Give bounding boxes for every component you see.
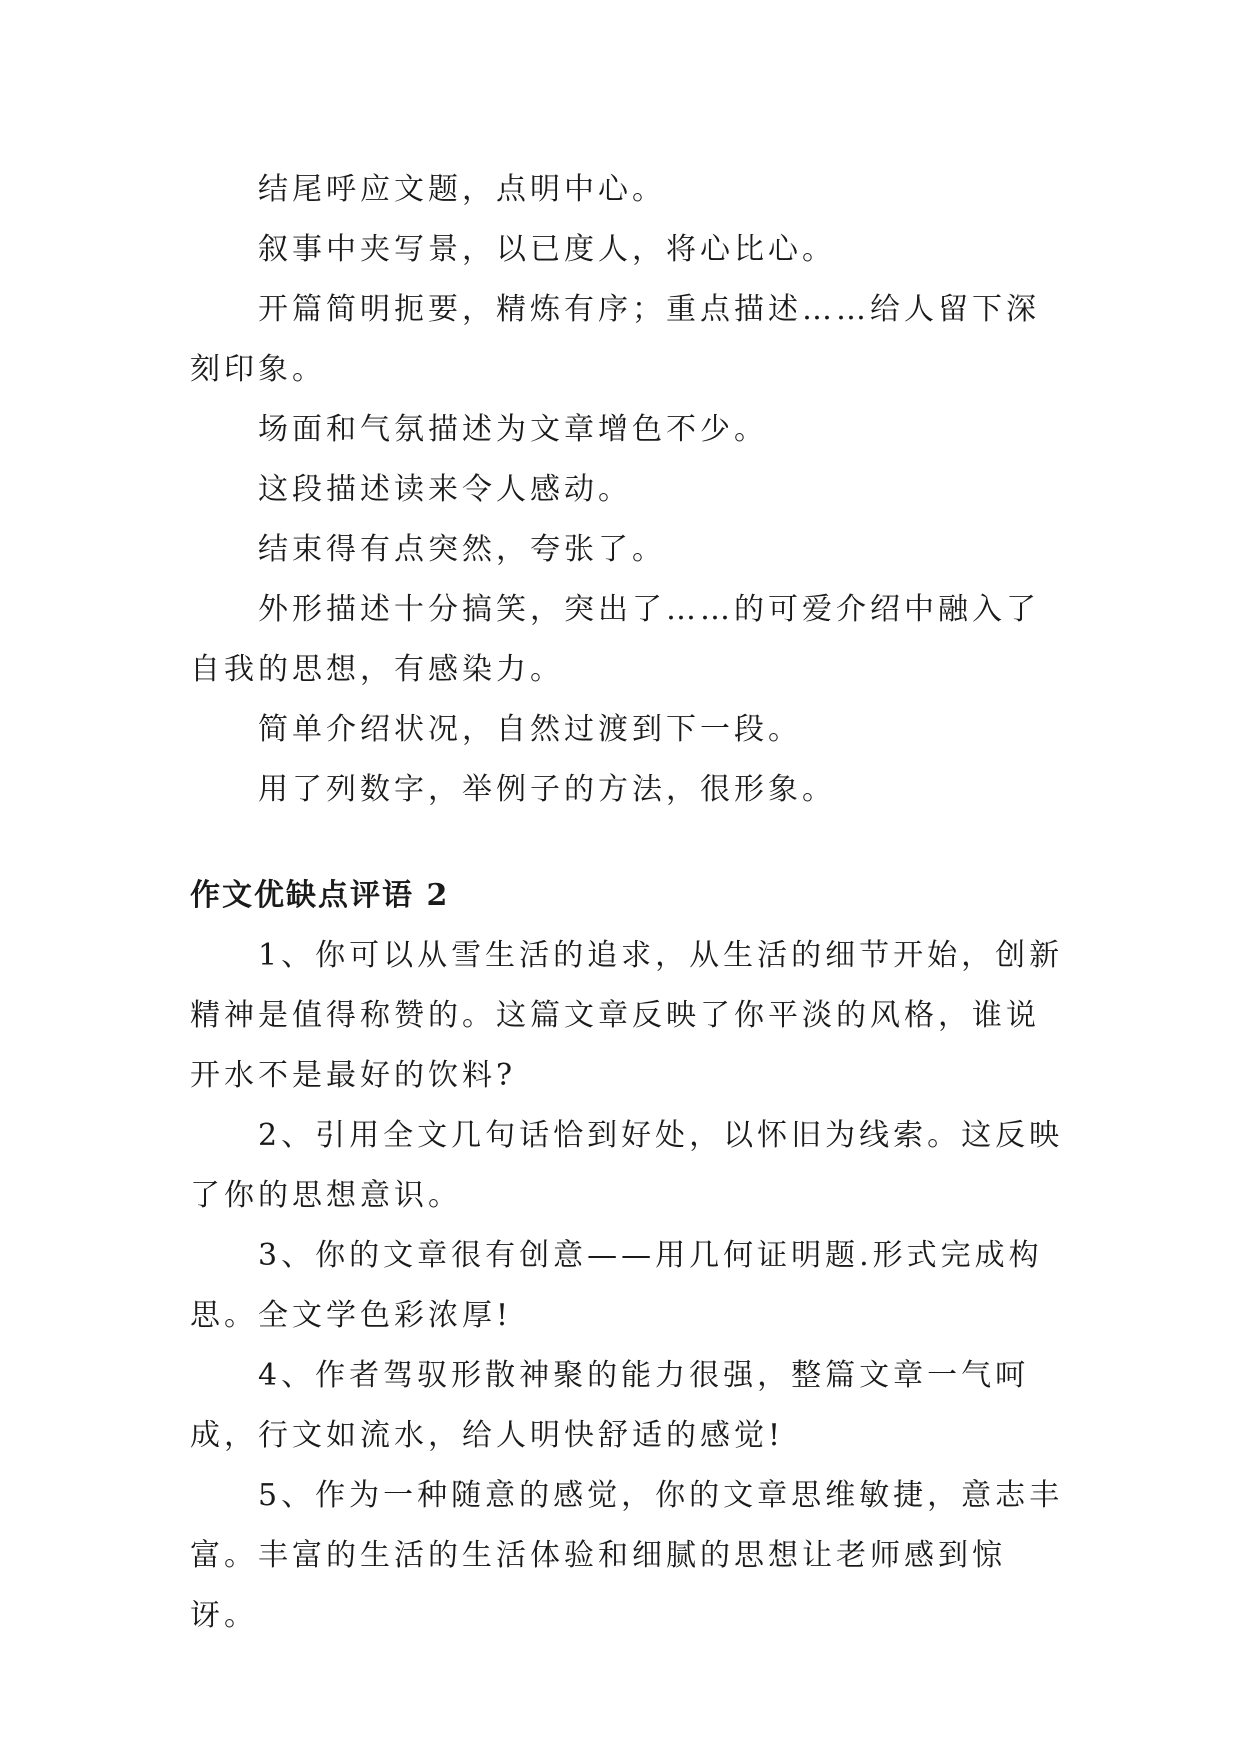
paragraph: 简单介绍状况，自然过渡到下一段。: [258, 712, 802, 747]
paragraph: 3、你的文章很有创意——用几何证明题.形式完成构思。全文学色彩浓厚!: [190, 1238, 1043, 1333]
paragraph: 外形描述十分搞笑，突出了……的可爱介绍中融入了自我的思想，有感染力。: [190, 592, 1040, 687]
paragraph: 这段描述读来令人感动。: [258, 472, 632, 507]
paragraph: 场面和气氛描述为文章增色不少。: [258, 412, 768, 447]
paragraph: 结束得有点突然，夸张了。: [258, 532, 666, 567]
paragraph: 4、作者驾驭形散神聚的能力很强，整篇文章一气呵成，行文如流水，给人明快舒适的感觉!: [190, 1358, 1030, 1453]
paragraph: 5、作为一种随意的感觉，你的文章思维敏捷，意志丰富。丰富的生活的生活体验和细腻的思想让老师感到惊讶。: [190, 1478, 1064, 1633]
paragraph: 开篇简明扼要，精炼有序；重点描述……给人留下深刻印象。: [190, 292, 1040, 387]
paragraph: 1、你可以从雪生活的追求，从生活的细节开始，创新精神是值得称赞的。这篇文章反映了你平淡的风格，谁说开水不是最好的饮料?: [190, 938, 1064, 1093]
paragraph: 用了列数字，举例子的方法，很形象。: [258, 772, 836, 807]
document-page: [190, 160, 1070, 1646]
paragraph: 2、引用全文几句话恰到好处，以怀旧为线索。这反映了你的思想意识。: [190, 1118, 1064, 1213]
section-heading: 作文优缺点评语 2: [190, 878, 450, 913]
paragraph: 叙事中夹写景，以已度人，将心比心。: [258, 232, 836, 267]
paragraph: 结尾呼应文题，点明中心。: [258, 172, 666, 207]
